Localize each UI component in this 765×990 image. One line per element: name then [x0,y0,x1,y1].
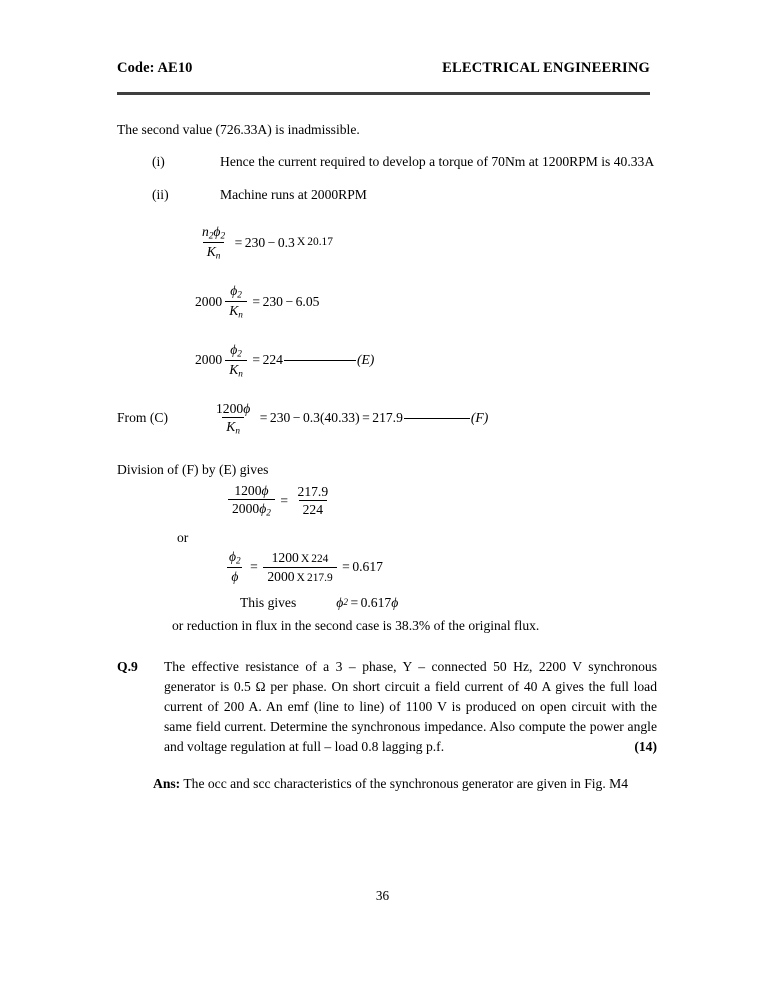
header-divider [117,92,650,95]
fraction-phi2-over-kn [225,283,247,320]
fraction-1200phi-over-2000phi2 [228,483,275,518]
eq-ratio-den-b: 217.9 [306,571,333,584]
equation-b [195,283,657,320]
eq-result-lhs-sub: 2 [343,596,348,607]
equation-f [117,401,657,436]
from-c-label: From (C) [117,410,168,426]
page-header [117,60,650,77]
fraction-2179-over-224 [294,484,333,517]
eq-ratio-num-a: 1200 [271,549,299,565]
eq-ratio-result: 0.617 [352,559,383,575]
page-footer [0,888,765,904]
eq-e-num-phi: ϕ [230,341,238,357]
eq-ratio-den-phi: ϕ [231,569,239,585]
eq-ratio-num-phi-sub: 2 [236,556,241,566]
eq-b-num-phi: ϕ [230,282,238,298]
eq-a-minus: − [267,234,276,250]
fraction-phi2-over-kn [225,342,247,379]
eq-a-num-phi: ϕ [213,223,221,239]
list-item-text: Machine runs at 2000RPM [220,186,367,202]
equation-tag-leader [404,418,470,419]
equation-a [195,224,657,261]
eq-a-rhs-a: 230 [244,234,266,250]
eq-result-rhs-val: 0.617 [360,594,392,610]
reduction-text: or reduction in flux in the second case is 38.3% of the original flux. [172,617,540,633]
eq-e-tag: (E) [356,352,375,368]
eq-f-rhs-a: 230 [269,410,291,426]
question-text [164,657,657,756]
eq-b-coeff: 2000 [195,293,223,309]
or-label: or [177,530,189,546]
eq-ratio-num-phi: ϕ [229,549,237,565]
this-gives-label: This gives [240,594,297,610]
eq-div-num-right: 217.9 [297,483,329,499]
page-number: 36 [375,888,390,903]
question-label: Q.9 [117,659,138,675]
eq-ratio-times-1: X [300,551,310,565]
eq-div-den-right: 224 [299,500,327,517]
eq-e-equals: = [252,352,261,368]
eq-e-num-phi-sub: 2 [237,348,242,359]
eq-f-num-phi: ϕ [243,400,251,416]
question-marks: (14) [634,738,657,754]
list-item [152,185,657,204]
eq-e-coeff: 2000 [195,352,223,368]
eq-b-den-k: K [229,302,239,318]
eq-a-num-phi-sub: 2 [220,230,226,241]
eq-ratio-times-2: X [296,570,305,584]
list-item [152,152,657,171]
division-label: Division of (F) by (E) gives [117,461,269,477]
eq-e-rhs: 224 [262,352,283,368]
eq-ratio-num-b: 224 [311,552,329,565]
eq-f-den-k-sub: n [235,425,240,436]
equation-division [225,483,657,518]
list-item-marker: (i) [152,154,165,170]
eq-b-rhs-b: 6.05 [295,293,320,309]
eq-div-num-left: 1200 [234,482,262,498]
question-block [117,657,657,756]
eq-a-num-n: n [202,223,209,239]
eq-b-num-phi-sub: 2 [237,289,242,300]
eq-a-den-k: K [206,243,216,259]
eq-f-den-k: K [226,418,236,434]
eq-e-den-k-sub: n [238,368,243,379]
eq-a-den-k-sub: n [215,250,221,261]
eq-div-den-left-sub: 2 [266,507,271,518]
equation-ratio [222,549,657,584]
eq-div-den-left-phi: ϕ [259,501,267,517]
eq-result-lhs-phi: ϕ [336,594,344,610]
eq-a-rhs-c: 20.17 [307,236,333,249]
fraction-1200x224-over-2000x2179 [263,550,336,585]
fraction-n2phi2-over-kn [198,224,229,261]
eq-ratio-den-a: 2000 [267,568,295,584]
eq-div-equals: = [280,492,289,508]
answer-block [153,774,657,794]
fraction-phi2-over-phi [225,549,245,584]
eq-f-equals-2: = [362,410,370,426]
header-subject: ELECTRICAL ENGINEERING [442,60,650,76]
list-item-text: Hence the current required to develop a torque of 70Nm at 1200RPM is 40.33A [220,154,655,170]
eq-a-times: X [296,235,306,249]
eq-f-equals-1: = [259,410,268,426]
eq-b-rhs-a: 230 [262,293,283,309]
eq-a-equals: = [234,234,243,250]
eq-f-minus: − [292,410,301,426]
eq-b-equals: = [252,293,261,309]
equation-tag-leader [284,360,356,361]
this-gives-line [240,593,657,612]
eq-a-rhs-b: 0.3 [277,234,295,250]
eq-ratio-equals-2: = [342,559,350,575]
eq-div-den-left: 2000 [232,501,260,517]
eq-f-rhs-c: 217.9 [372,410,403,426]
list-item-marker: (ii) [152,186,169,202]
eq-b-minus: − [285,293,294,309]
eq-f-num: 1200 [216,400,244,416]
header-code: Code: AE10 [117,60,193,76]
eq-f-tag: (F) [470,410,489,426]
answer-text: The occ and scc characteristics of the synchronous generator are given in Fig. M4 [180,776,629,792]
page-body [117,120,657,794]
fraction-1200phi-over-kn [212,401,254,436]
intro-paragraph: The second value (726.33A) is inadmissible. [117,122,360,137]
eq-f-rhs-b: 0.3(40.33) [302,410,360,426]
eq-a-num-n-sub: 2 [208,230,214,241]
eq-b-den-k-sub: n [238,309,243,320]
answer-label: Ans: [153,776,181,792]
eq-div-num-left-phi: ϕ [261,482,269,498]
equation-e [195,342,657,379]
eq-e-den-k: K [229,361,239,377]
eq-ratio-equals-1: = [250,559,258,575]
question-body: The effective resistance of a 3 – phase, Y – connected 50 Hz, 2200 V synchronous generator is 0.5 Ω per phase. On short circuit a field current of 40 A gives the full load current of 200 A. An emf (line to line) of 1100 V is produced on open circuit with the same field current. Determine the synchronous impedance. Also compute the power angle and voltage regulation at full – load 0.8 lagging p.f. [164,659,657,754]
eq-result-equals: = [350,594,359,610]
eq-result-rhs-phi: ϕ [391,594,399,610]
